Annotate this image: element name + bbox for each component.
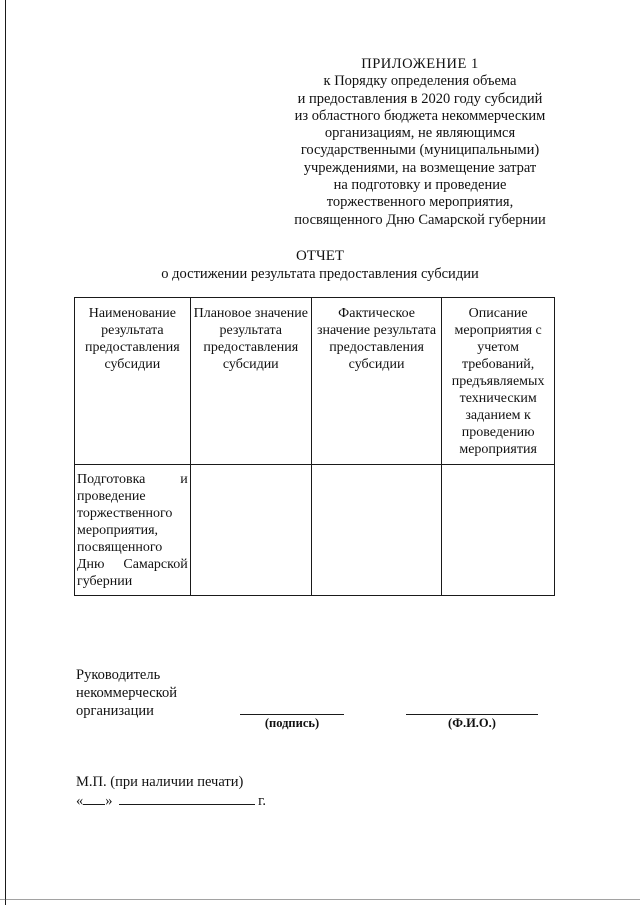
date-close-quote: » (105, 793, 113, 809)
signer-line: Руководитель (76, 667, 161, 683)
appendix-line: государственными (муниципальными) (300, 142, 540, 159)
signer-label (76, 666, 246, 720)
signer-line: организации (76, 703, 154, 719)
appendix-line: из областного бюджета некоммерческим (294, 107, 546, 124)
appendix-line: учреждениями, на возмещение затрат (303, 159, 537, 176)
report-table (74, 297, 555, 596)
table-cell-result-name: Подготовка и проведение торжественного мероприятия, посвященного Дню Самарской губернии (75, 465, 191, 596)
table-cell-planned-value (190, 465, 311, 596)
column-header-result-name: Наименование результата предоставления субсидии (75, 298, 191, 465)
month-blank (119, 790, 255, 805)
table-cell-actual-value (311, 465, 441, 596)
appendix-line: к Порядку определения объема (323, 73, 517, 90)
signer-line: некоммерческой (76, 685, 177, 701)
report-subtitle: о достижении результата предоставления субсидии (161, 266, 479, 282)
appendix-heading: ПРИЛОЖЕНИЕ 1 (361, 56, 479, 72)
column-header-planned-value: Плановое значение результата предоставления субсидии (190, 298, 311, 465)
full-name-caption: (Ф.И.О.) (448, 716, 496, 730)
appendix-line: организациям, не являющимся (324, 125, 516, 142)
table-cell-event-description (442, 465, 555, 596)
signature-line (240, 714, 344, 715)
scan-edge-left (5, 0, 6, 905)
appendix-line: торжественного мероприятия, (326, 194, 514, 211)
signature-caption: (подпись) (264, 716, 320, 730)
appendix-line: посвященного Дню Самарской губернии (294, 211, 546, 228)
appendix-line: и предоставления в 2020 году субсидий (297, 90, 543, 107)
day-blank (83, 790, 105, 805)
scan-edge-bottom (0, 899, 640, 900)
column-header-event-description: Описание мероприятия с учетом требований, предъявляемых техническим заданием к проведению мероприятия (442, 298, 555, 465)
table-row (75, 465, 555, 596)
appendix-line: на подготовку и проведение (333, 177, 507, 194)
stamp-label: М.П. (при наличии печати) (76, 774, 244, 790)
table-header-row (75, 298, 555, 465)
date-line (76, 790, 266, 810)
report-title: ОТЧЕТ (295, 248, 345, 264)
year-suffix: г. (258, 793, 267, 809)
date-open-quote: « (76, 793, 84, 809)
column-header-actual-value: Фактическое значение результата предоставления субсидии (311, 298, 441, 465)
full-name-line (406, 714, 538, 715)
appendix-block (285, 56, 555, 229)
